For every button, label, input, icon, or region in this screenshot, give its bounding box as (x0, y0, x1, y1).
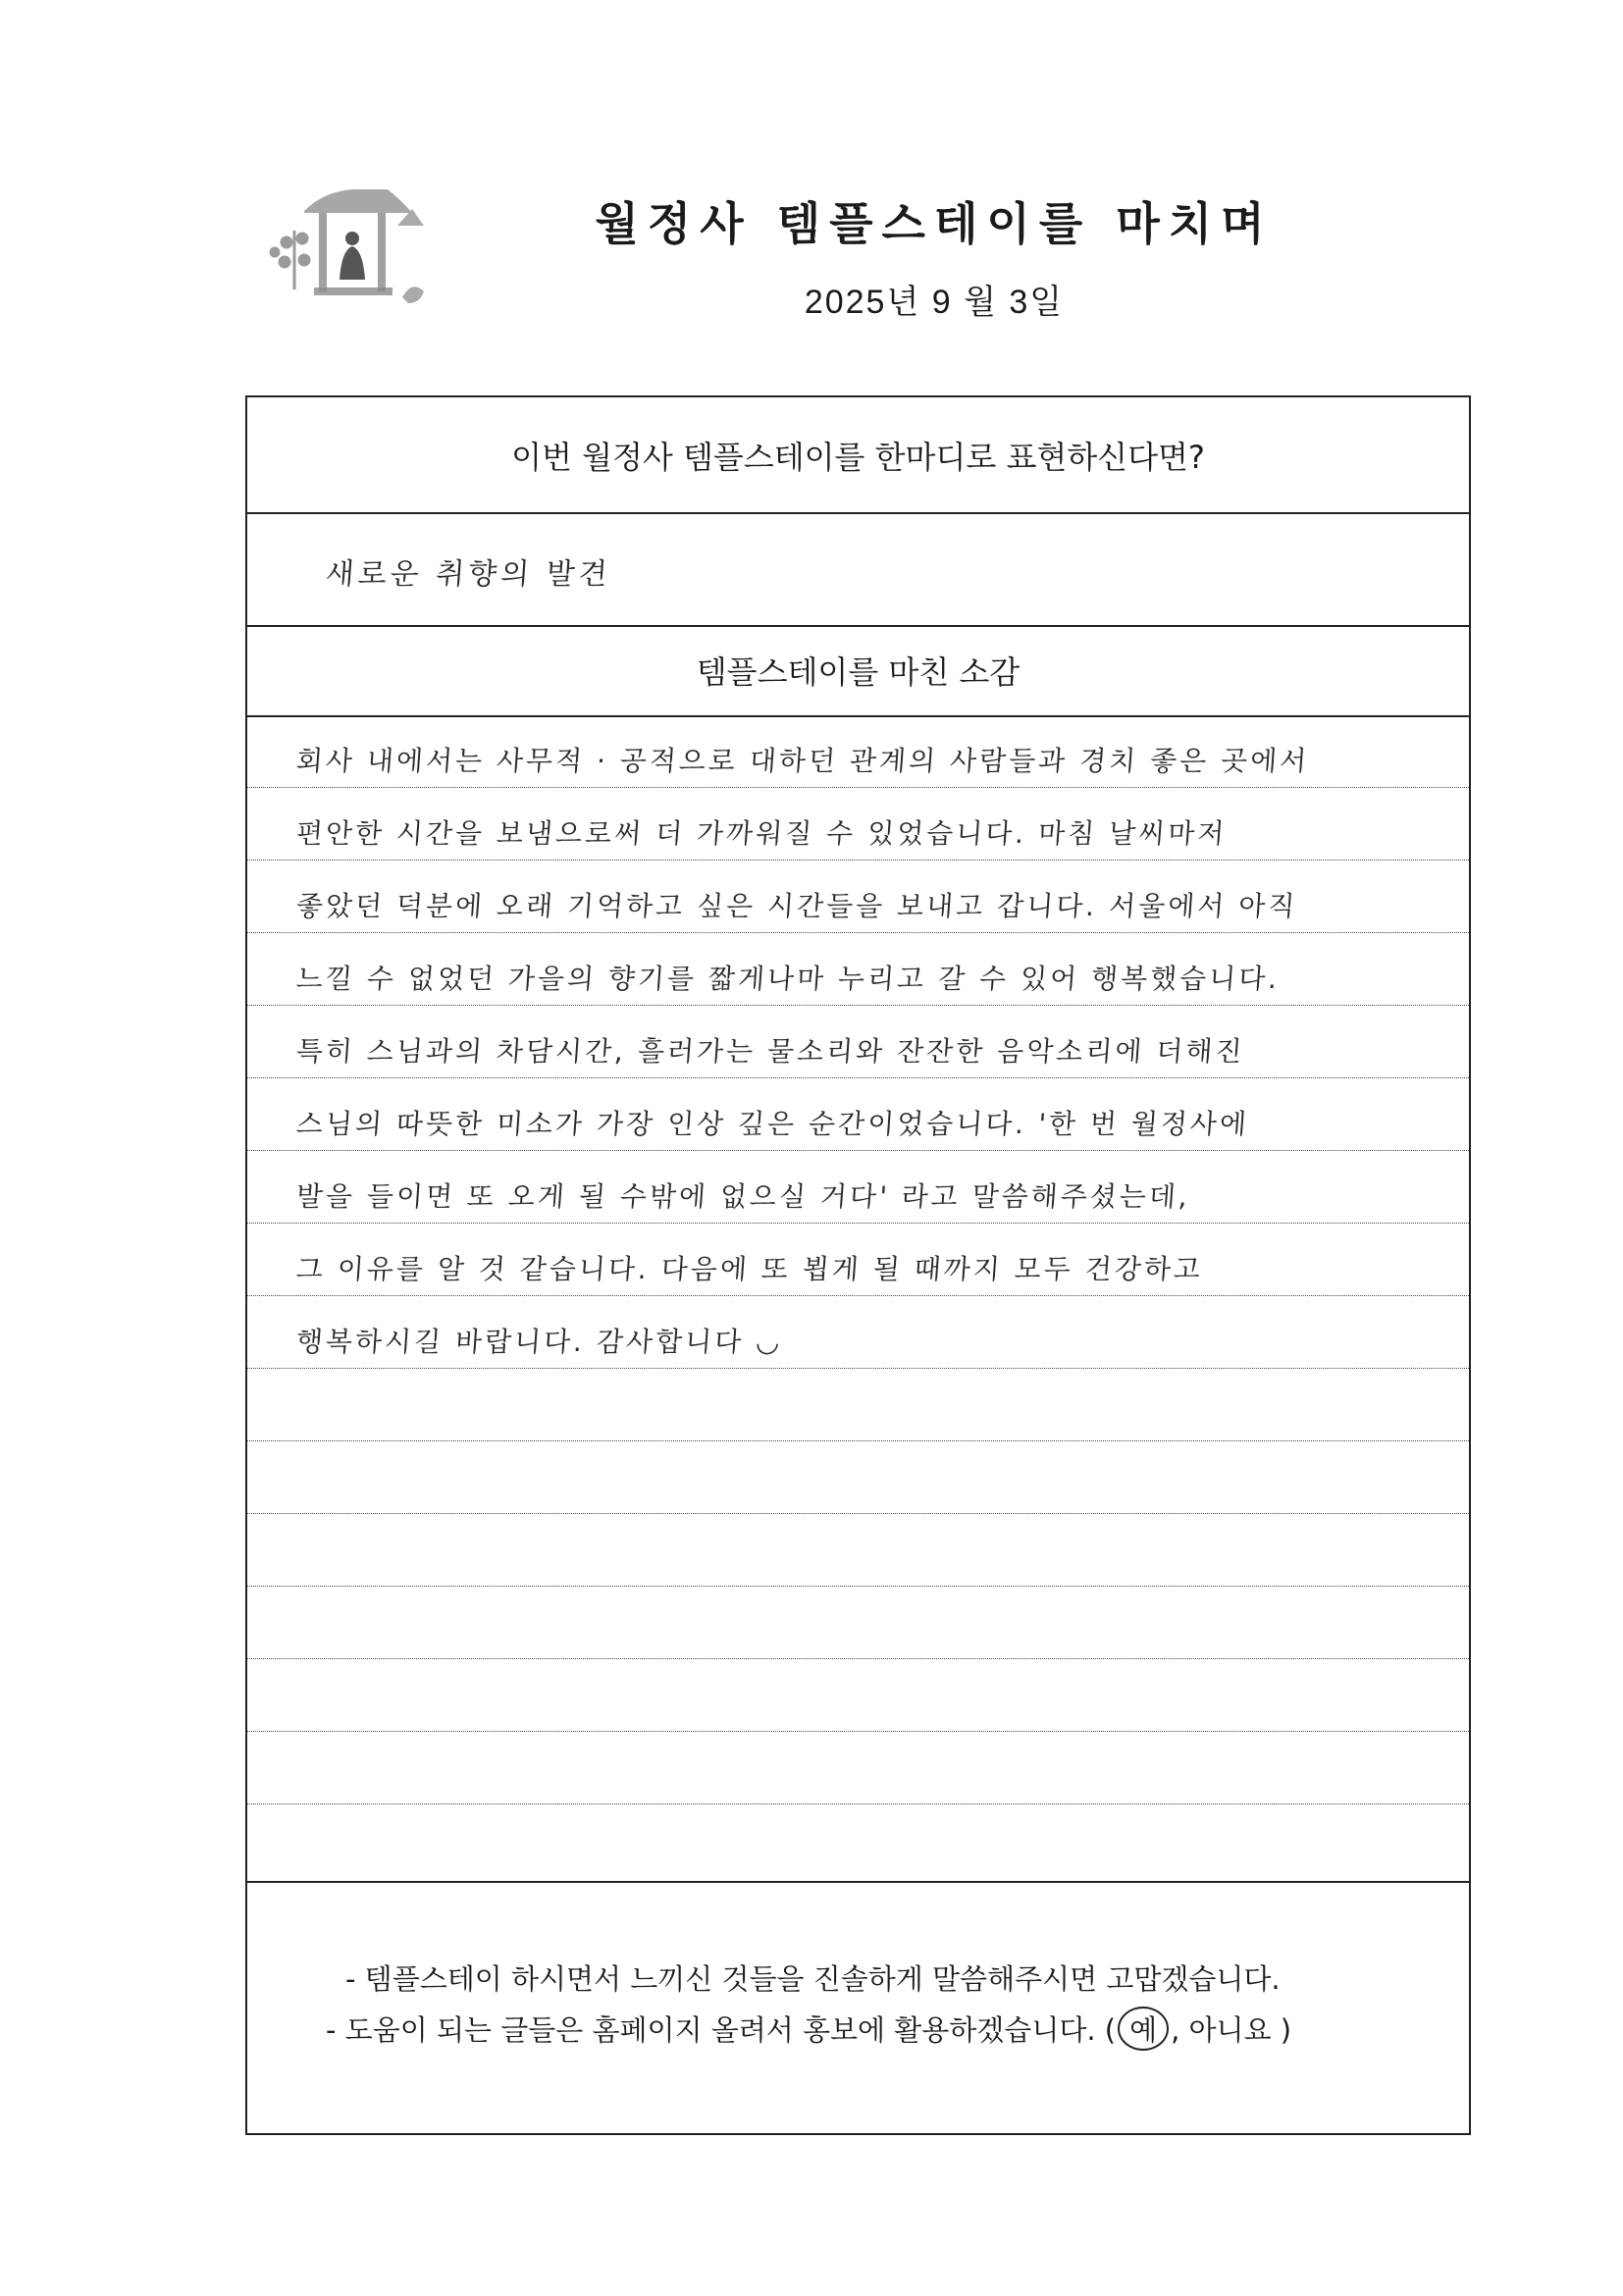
reflection-line-text: 특히 스님과의 차담시간, 흘러가는 물소리와 잔잔한 음악소리에 더해진 (294, 1035, 1246, 1068)
reflection-line (247, 933, 1469, 1006)
reflection-line (247, 1078, 1469, 1151)
reflection-line (247, 1296, 1469, 1369)
consent-no-option[interactable]: , 아니요 ) (1171, 2013, 1292, 2047)
reflection-line (247, 861, 1469, 933)
answer-one-field[interactable] (247, 512, 1469, 627)
note-honesty: - 템플스테이 하시면서 느끼신 것들을 진솔하게 말씀해주시면 고맙겠습니다. (345, 1962, 1281, 1996)
note-consent-text: - 도움이 되는 글들은 홈페이지 올려서 홍보에 활용하겠습니다. ( (326, 2013, 1117, 2047)
reflection-line-text: 느낄 수 없었던 가을의 향기를 짧게나마 누리고 갈 수 있어 행복했습니다. (294, 963, 1282, 995)
reflection-line (247, 1587, 1469, 1659)
date-field: 2025년 9 월 3일 (804, 284, 1065, 321)
note-consent (326, 2007, 1291, 2051)
reflection-line (247, 1006, 1469, 1078)
feedback-form (245, 395, 1471, 2135)
section-two-header (247, 625, 1469, 717)
notes-divider (247, 1881, 1469, 1883)
question-one (247, 397, 1469, 514)
question-one-label: 이번 월정사 템플스테이를 한마디로 표현하신다면? (511, 438, 1205, 476)
reflection-line (247, 1514, 1469, 1587)
reflection-line-text: 편안한 시간을 보냄으로써 더 가까워질 수 있었습니다. 마침 날씨마저 (294, 817, 1229, 850)
reflection-line (247, 788, 1469, 861)
reflection-line (247, 1732, 1469, 1804)
reflection-line-text: 행복하시길 바랍니다. 감사합니다 ◡ (294, 1326, 784, 1358)
reflection-line-text: 그 이유를 알 것 같습니다. 다음에 또 뵙게 될 때까지 모두 건강하고 (294, 1253, 1205, 1285)
consent-yes-option[interactable]: 예 (1118, 2007, 1169, 2051)
reflection-line-text: 발을 들이면 또 오게 될 수밖에 없으실 거다' 라고 말씀해주셨는데, (294, 1180, 1192, 1213)
reflection-line (247, 1804, 1469, 1877)
reflection-line-text: 좋았던 덕분에 오래 기억하고 싶은 시간들을 보내고 갑니다. 서울에서 아직 (294, 890, 1299, 922)
reflection-line (247, 1659, 1469, 1732)
reflection-line (247, 1369, 1469, 1441)
reflection-line-text: 회사 내에서는 사무적 · 공적으로 대하던 관계의 사람들과 경치 좋은 곳에서 (294, 745, 1311, 777)
reflection-line (247, 1224, 1469, 1296)
section-two-title: 템플스테이를 마친 소감 (696, 653, 1021, 691)
answer-one-text: 새로운 취향의 발견 (324, 557, 612, 592)
reflection-line (247, 715, 1469, 788)
page-title: 월정사 템플스테이를 마치며 (595, 197, 1274, 250)
reflection-line (247, 1441, 1469, 1514)
reflection-line-text: 스님의 따뜻한 미소가 가장 인상 깊은 순간이었습니다. '한 번 월정사에 (294, 1108, 1251, 1140)
reflection-line (247, 1151, 1469, 1224)
